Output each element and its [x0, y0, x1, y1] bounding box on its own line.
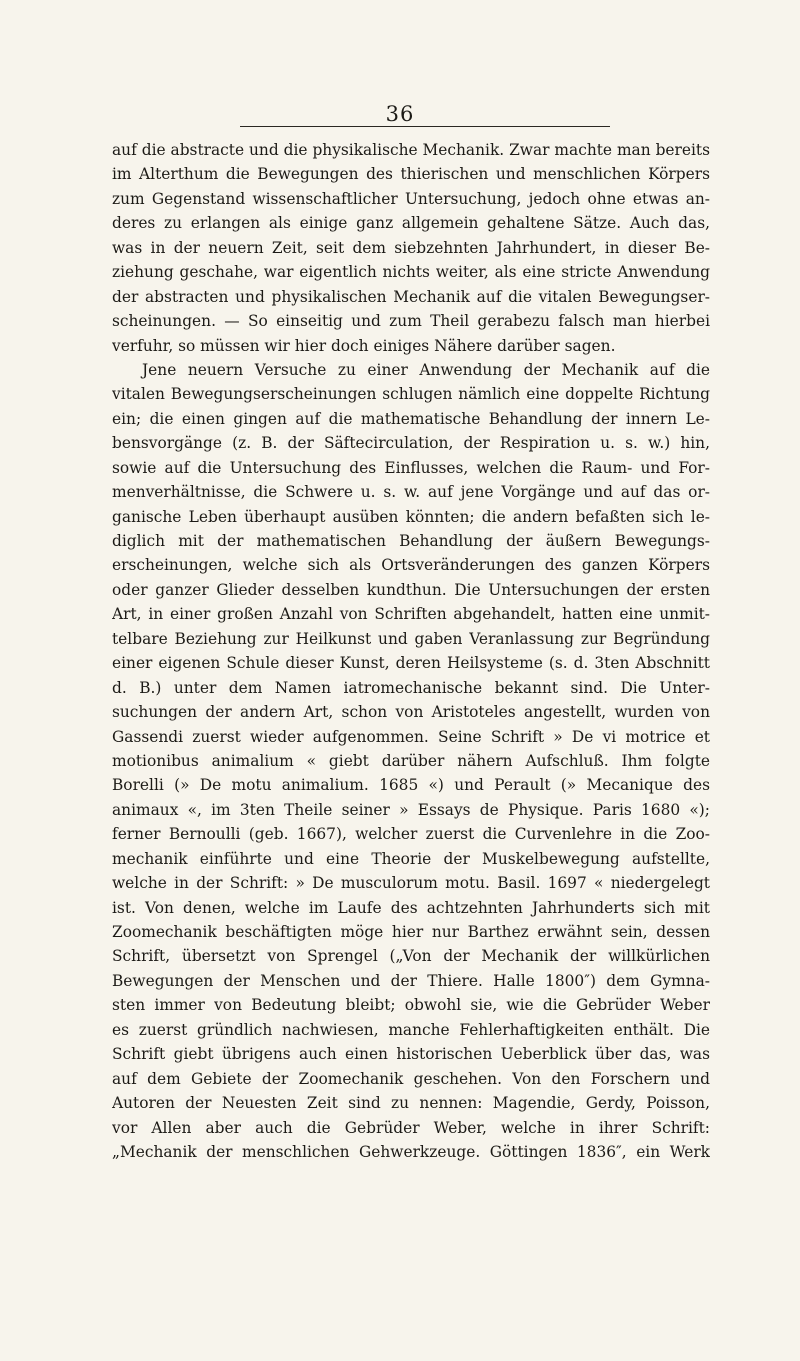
text-line: Autoren der Neuesten Zeit sind zu nennen: Magendie, Gerdy, Poisson, — [112, 1094, 710, 1113]
text-line: Bewegungen der Menschen und der Thiere. Halle 1800″) dem Gymna- — [112, 971, 710, 990]
text-line: deres zu erlangen als einige ganz allgemein gehaltene Sätze. Auch das, — [112, 214, 710, 233]
text-line: telbare Beziehung zur Heilkunst und gaben Veranlassung zur Begründung — [112, 629, 710, 648]
text-line: sten immer von Bedeutung bleibt; obwohl sie, wie die Gebrüder Weber — [112, 996, 710, 1015]
text-line: der abstracten und physikalischen Mechanik auf die vitalen Bewegungser- — [112, 287, 710, 306]
text-line: „Mechanik der menschlichen Gehwerkzeuge. Göttingen 1836″, ein Werk — [112, 1142, 710, 1161]
text-line: vor Allen aber auch die Gebrüder Weber, welche in ihrer Schrift: — [112, 1118, 710, 1137]
text-line: mechanik einführte und eine Theorie der Muskelbewegung aufstellte, — [112, 849, 710, 868]
text-line: bensvorgänge (z. B. der Säftecirculation, der Respiration u. s. w.) hin, — [112, 434, 710, 453]
text-line: suchungen der andern Art, schon von Aristoteles angestellt, wurden von — [112, 703, 710, 722]
text-line: Schrift giebt übrigens auch einen historischen Ueberblick über das, was — [112, 1045, 710, 1064]
text-line: zum Gegenstand wissenschaftlicher Untersuchung, jedoch ohne etwas an- — [112, 189, 710, 208]
text-line: erscheinungen, welche sich als Ortsveränderungen des ganzen Körpers — [112, 556, 710, 575]
text-line: animaux «, im 3ten Theile seiner » Essays de Physique. Paris 1680 «); — [112, 800, 710, 819]
text-line: auf dem Gebiete der Zoomechanik geschehen. Von den Forschern und — [112, 1069, 710, 1088]
text-line: menverhältnisse, die Schwere u. s. w. auf jene Vorgänge und auf das or- — [112, 483, 710, 502]
text-line: Schrift, übersetzt von Sprengel („Von der Mechanik der willkürlichen — [112, 947, 710, 966]
page-number: 36 — [385, 102, 415, 126]
text-line: im Alterthum die Bewegungen des thierischen und menschlichen Körpers — [112, 165, 710, 184]
text-line: einer eigenen Schule dieser Kunst, deren Heilsysteme (s. d. 3ten Abschnitt — [112, 654, 710, 673]
text-line: sowie auf die Untersuchung des Einflusses, welchen die Raum- und For- — [112, 458, 710, 477]
text-line: Gassendi zuerst wieder aufgenommen. Seine Schrift » De vi motrice et — [112, 727, 710, 746]
text-line: ferner Bernoulli (geb. 1667), welcher zuerst die Curvenlehre in die Zoo- — [112, 825, 710, 844]
text-line: motionibus animalium « giebt darüber nähern Aufschluß. Ihm folgte — [112, 751, 710, 770]
text-line: ein; die einen gingen auf die mathematische Behandlung der innern Le- — [112, 409, 710, 428]
text-line: es zuerst gründlich nachwiesen, manche Fehlerhaftigkeiten enthält. Die — [112, 1020, 710, 1039]
text-line: was in der neuern Zeit, seit dem siebzehnten Jahrhundert, in dieser Be- — [112, 238, 710, 257]
text-line: ganische Leben überhaupt ausüben könnten; die andern befaßten sich le- — [112, 507, 710, 526]
text-line: auf die abstracte und die physikalische Mechanik. Zwar machte man bereits — [112, 141, 710, 159]
text-line: Borelli (» De motu animalium. 1685 «) und Perault (» Mecanique des — [112, 776, 710, 795]
text-line: Art, in einer großen Anzahl von Schriften abgehandelt, hatten eine unmit- — [112, 605, 710, 624]
text-line: ziehung geschahe, war eigentlich nichts weiter, als eine stricte Anwendung — [112, 263, 710, 282]
text-line: scheinungen. — So einseitig und zum Theil gerabezu falsch man hierbei — [112, 312, 710, 331]
body-text — [112, 138, 710, 1164]
text-line: ist. Von denen, welche im Laufe des achtzehnten Jahrhunderts sich mit — [112, 898, 710, 917]
header-rule — [240, 126, 610, 127]
text-line: Zoomechanik beschäftigten möge hier nur Barthez erwähnt sein, dessen — [112, 923, 710, 941]
text-line: Jene neuern Versuche zu einer Anwendung der Mechanik auf die — [142, 360, 710, 379]
text-line: verfuhr, so müssen wir hier doch einiges Nähere darüber sagen. — [112, 336, 616, 355]
text-line: oder ganzer Glieder desselben kundthun. Die Untersuchungen der ersten — [112, 580, 710, 599]
text-line: diglich mit der mathematischen Behandlung der äußern Bewegungs- — [112, 532, 710, 550]
text-line: welche in der Schrift: » De musculorum motu. Basil. 1697 « niedergelegt — [112, 874, 710, 893]
text-line: vitalen Bewegungserscheinungen schlugen nämlich eine doppelte Richtung — [112, 385, 710, 404]
text-line: d. B.) unter dem Namen iatromechanische bekannt sind. Die Unter- — [112, 678, 710, 697]
